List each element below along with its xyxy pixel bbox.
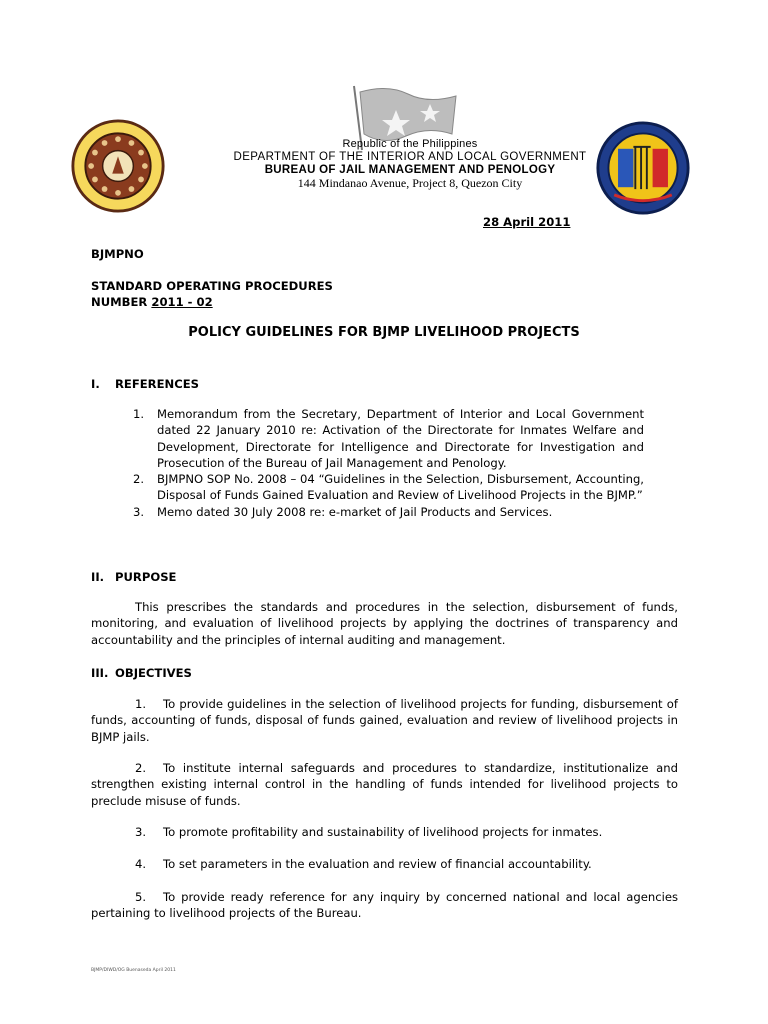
section-numeral: III. xyxy=(91,666,109,680)
objective-text: To provide ready reference for any inquiry by concerned national and local agencies pertaining to livelihood projects of the Bureau. xyxy=(91,890,678,921)
objective-item xyxy=(91,856,678,872)
section-title: PURPOSE xyxy=(115,570,177,584)
letterhead-department: DEPARTMENT OF THE INTERIOR AND LOCAL GOVERNMENT xyxy=(233,150,587,163)
section-numeral: I. xyxy=(91,377,100,391)
letterhead-bureau: BUREAU OF JAIL MANAGEMENT AND PENOLOGY xyxy=(264,163,556,176)
list-text: Memorandum from the Secretary, Department of Interior and Local Government dated 22 January 2010 re: Activation of the Directorate for Inmates Welfare and Development, Directorate for Intelligence and Directorate for Investigation and Prosecution of the Bureau of Jail Management and Penology. xyxy=(157,407,644,470)
letterhead-republic: Republic of the Philippines xyxy=(342,138,478,150)
list-number: 2. xyxy=(133,472,145,487)
objective-number: 4. xyxy=(135,857,147,871)
objective-item xyxy=(91,696,678,745)
list-number: 3. xyxy=(133,504,145,519)
references-list xyxy=(133,406,644,520)
letterhead-address: 144 Mindanao Avenue, Project 8, Quezon City xyxy=(297,176,523,191)
section-heading-objectives xyxy=(91,665,192,681)
list-number: 1. xyxy=(133,407,145,421)
section-title: REFERENCES xyxy=(115,377,200,391)
objective-number: 3. xyxy=(135,825,147,839)
sop-number-line xyxy=(91,294,213,310)
dilg-seal-icon xyxy=(70,118,166,214)
section-heading-references xyxy=(91,376,199,392)
paragraph-text: This prescribes the standards and procedures in the selection, disbursement of funds, monitoring, and evaluation of livelihood projects by applying the doctrines of transparency and accountability and the principles of internal auditing and management. xyxy=(91,600,678,647)
objective-text: To promote profitability and sustainability of livelihood projects for inmates. xyxy=(163,825,603,839)
office-code: BJMPNO xyxy=(91,247,144,261)
objective-number: 5. xyxy=(135,890,147,904)
section-numeral: II. xyxy=(91,570,105,584)
list-text: Memo dated 30 July 2008 re: e-market of Jail Products and Services. xyxy=(157,504,553,519)
objective-number: 1. xyxy=(135,697,147,711)
objective-text: To set parameters in the evaluation and review of financial accountability. xyxy=(163,857,592,871)
page-footer: BJMP/DIWD/OG Buenaseda April 2011 xyxy=(91,968,176,973)
document-title: POLICY GUIDELINES FOR BJMP LIVELIHOOD PROJECTS xyxy=(188,325,580,340)
objective-number: 2. xyxy=(135,761,147,775)
objective-text: To institute internal safeguards and procedures to standardize, institutionalize and strengthen existing internal control in the handling of funds intended for livelihood projects to preclude misuse of funds. xyxy=(91,761,678,808)
sop-number-prefix: NUMBER xyxy=(91,295,152,309)
sop-number: 2011 - 02 xyxy=(151,295,213,309)
section-title: OBJECTIVES xyxy=(115,666,192,680)
objective-item xyxy=(91,760,678,809)
letterhead xyxy=(60,80,710,190)
section-heading-purpose xyxy=(91,569,176,585)
list-item xyxy=(133,471,644,504)
document-date: 28 April 2011 xyxy=(483,215,571,229)
objective-item xyxy=(91,889,678,922)
letterhead-text xyxy=(160,138,660,191)
list-item xyxy=(133,406,644,471)
objective-text: To provide guidelines in the selection of livelihood projects for funding, disbursement of funds, accounting of funds, disposal of funds gained, evaluation and review of livelihood projects in BJMP jails. xyxy=(91,697,678,744)
list-item xyxy=(133,504,644,520)
sop-heading: STANDARD OPERATING PROCEDURES xyxy=(91,279,333,293)
bjmp-seal-icon xyxy=(595,120,691,216)
objective-item xyxy=(91,824,678,840)
list-text: BJMPNO SOP No. 2008 – 04 “Guidelines in the Selection, Disbursement, Accounting, Disposal of Funds Gained Evaluation and Review of Livelihood Projects in the BJMP.” xyxy=(157,472,644,503)
purpose-paragraph xyxy=(91,599,678,648)
